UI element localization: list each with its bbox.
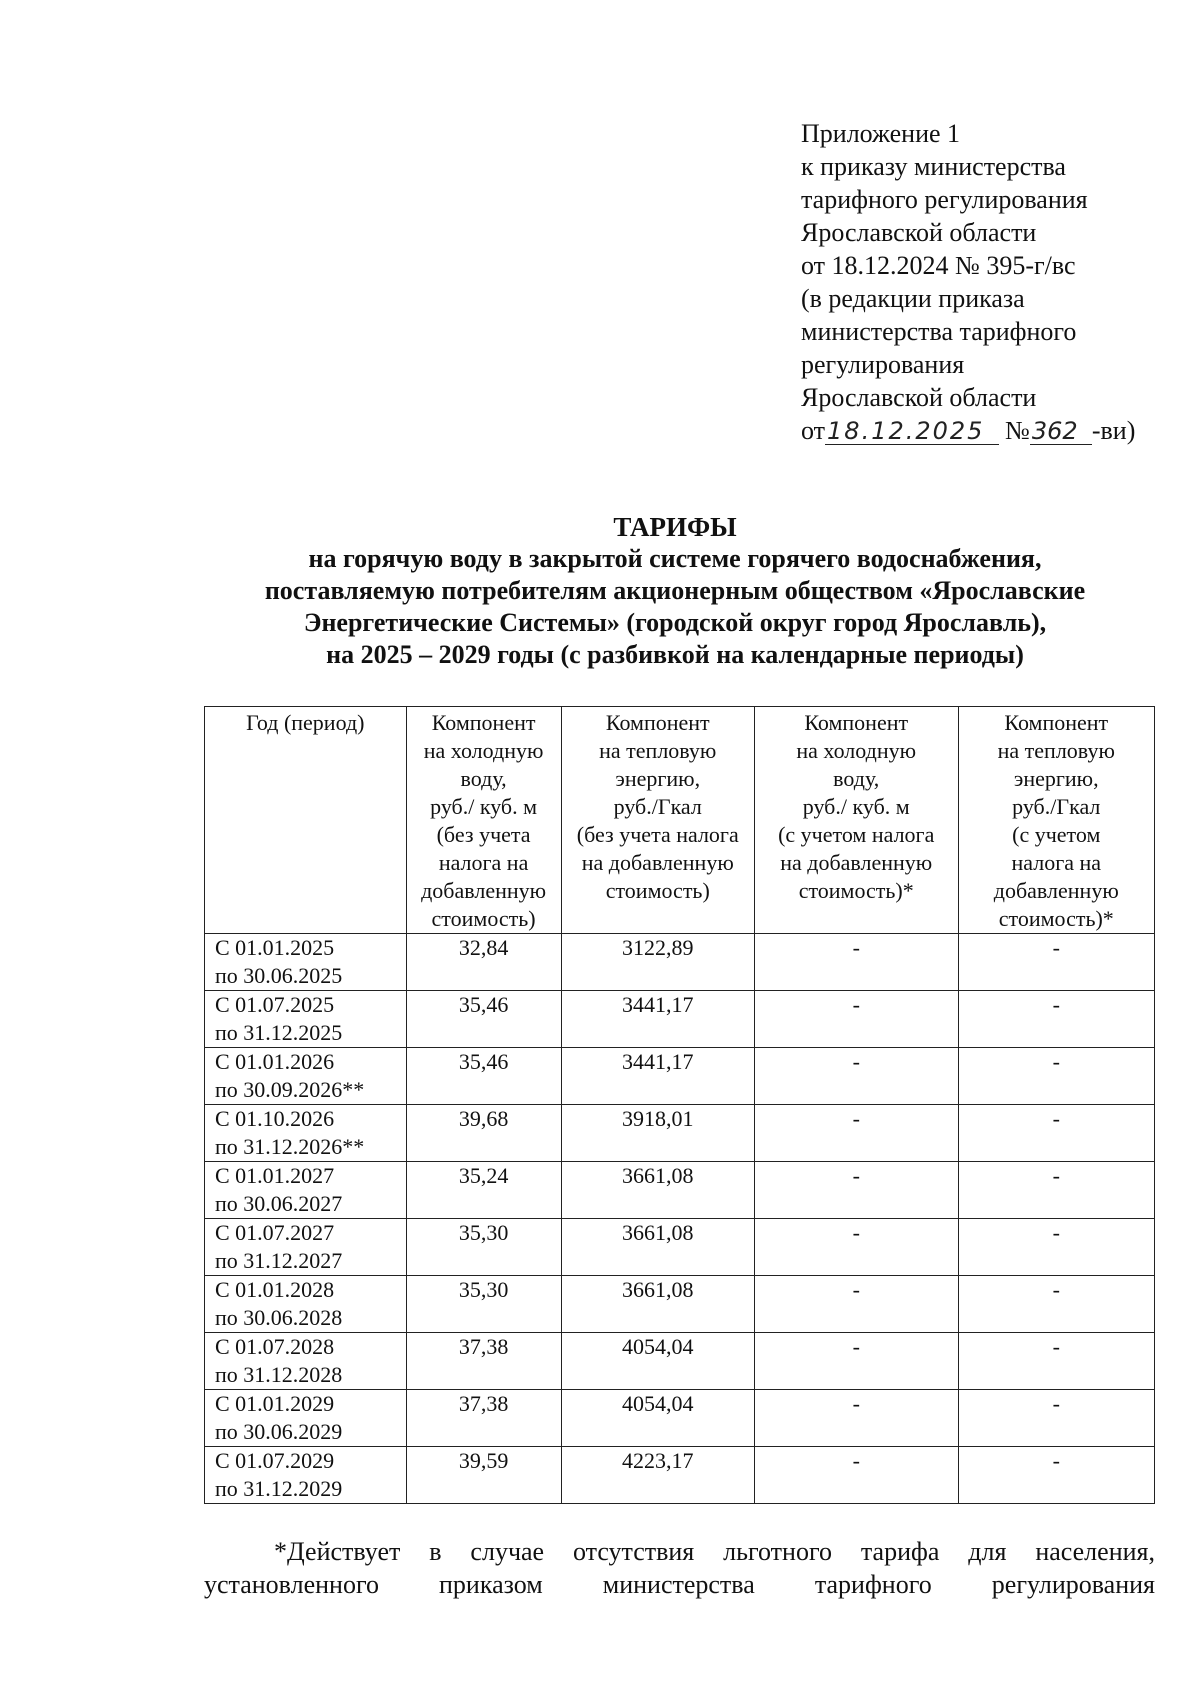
column-header-line: воду, bbox=[460, 766, 507, 791]
period-cell bbox=[205, 934, 407, 991]
heat-energy-vat-cell: - bbox=[958, 1447, 1154, 1504]
document-title bbox=[150, 511, 1200, 671]
column-header-line: стоимость)* bbox=[798, 878, 914, 903]
column-header bbox=[754, 707, 958, 934]
period-from: С 01.10.2026 bbox=[215, 1106, 335, 1131]
appendix-prefix: от bbox=[801, 416, 826, 445]
period-cell bbox=[205, 1162, 407, 1219]
table-header-row bbox=[205, 707, 1155, 934]
title-line: на горячую воду в закрытой системе горячего водоснабжения, bbox=[308, 544, 1042, 573]
table-row bbox=[205, 1105, 1155, 1162]
heat-energy-cell: 4054,04 bbox=[561, 1333, 754, 1390]
appendix-line: к приказу министерства bbox=[801, 152, 1066, 181]
cold-water-cell: 39,59 bbox=[406, 1447, 561, 1504]
period-from: С 01.01.2026 bbox=[215, 1049, 335, 1074]
cold-water-cell: 32,84 bbox=[406, 934, 561, 991]
table-row bbox=[205, 1048, 1155, 1105]
handwritten-date: 18.12.2025 bbox=[825, 418, 999, 445]
heat-energy-vat-cell: - bbox=[958, 1162, 1154, 1219]
period-cell bbox=[205, 1390, 407, 1447]
column-header-line: на холодную bbox=[796, 738, 917, 763]
period-from: С 01.01.2027 bbox=[215, 1163, 335, 1188]
cold-water-vat-cell: - bbox=[754, 1105, 958, 1162]
column-header-line: на добавленную bbox=[780, 850, 933, 875]
number-sign: № bbox=[1005, 416, 1030, 445]
title-line: Энергетические Системы» (городской округ город Ярославль), bbox=[303, 608, 1047, 637]
column-header-line: стоимость) bbox=[605, 878, 710, 903]
period-to: по 30.06.2029 bbox=[215, 1419, 343, 1444]
cold-water-cell: 37,38 bbox=[406, 1333, 561, 1390]
period-from: С 01.01.2025 bbox=[215, 935, 335, 960]
table-row bbox=[205, 1333, 1155, 1390]
column-header-line: налога на bbox=[438, 850, 529, 875]
tariffs-table bbox=[204, 706, 1155, 1504]
column-header-line: добавленную bbox=[993, 878, 1119, 903]
appendix-line: Ярославской области bbox=[801, 383, 1037, 412]
column-header-line: Год (период) bbox=[246, 710, 365, 735]
period-to: по 30.09.2026** bbox=[215, 1077, 365, 1102]
column-header-line: Компонент bbox=[804, 710, 909, 735]
period-from: С 01.01.2028 bbox=[215, 1277, 335, 1302]
column-header-line: на тепловую bbox=[599, 738, 717, 763]
heat-energy-vat-cell: - bbox=[958, 1276, 1154, 1333]
column-header bbox=[958, 707, 1154, 934]
column-header-line: стоимость) bbox=[431, 906, 536, 931]
appendix-block bbox=[801, 117, 1181, 447]
heat-energy-cell: 4054,04 bbox=[561, 1390, 754, 1447]
period-to: по 30.06.2025 bbox=[215, 963, 343, 988]
heat-energy-cell: 3661,08 bbox=[561, 1219, 754, 1276]
column-header-line: Компонент bbox=[431, 710, 536, 735]
footnote-line-1: *Действует в случае отсутствия льготного тарифа для населения, bbox=[274, 1537, 1155, 1566]
column-header-line: руб./Гкал bbox=[1012, 794, 1101, 819]
column-header-line: (с учетом налога bbox=[778, 822, 935, 847]
table-row bbox=[205, 1276, 1155, 1333]
heat-energy-vat-cell: - bbox=[958, 1048, 1154, 1105]
heat-energy-vat-cell: - bbox=[958, 1219, 1154, 1276]
period-cell bbox=[205, 1333, 407, 1390]
footnote bbox=[204, 1535, 1155, 1601]
cold-water-vat-cell: - bbox=[754, 1276, 958, 1333]
heat-energy-cell: 3441,17 bbox=[561, 1048, 754, 1105]
period-to: по 31.12.2026** bbox=[215, 1134, 365, 1159]
column-header-line: на холодную bbox=[423, 738, 544, 763]
period-from: С 01.07.2029 bbox=[215, 1448, 335, 1473]
appendix-suffix: -ви) bbox=[1091, 416, 1136, 445]
title-line: на 2025 – 2029 годы (с разбивкой на календарные периоды) bbox=[326, 640, 1024, 669]
period-from: С 01.07.2027 bbox=[215, 1220, 335, 1245]
cold-water-cell: 37,38 bbox=[406, 1390, 561, 1447]
heat-energy-cell: 3441,17 bbox=[561, 991, 754, 1048]
period-cell bbox=[205, 1105, 407, 1162]
cold-water-cell: 35,30 bbox=[406, 1276, 561, 1333]
table-row bbox=[205, 991, 1155, 1048]
heat-energy-vat-cell: - bbox=[958, 1333, 1154, 1390]
column-header-line: стоимость)* bbox=[998, 906, 1114, 931]
column-header-line: налога на bbox=[1011, 850, 1102, 875]
column-header-line: воду, bbox=[833, 766, 880, 791]
heat-energy-cell: 3918,01 bbox=[561, 1105, 754, 1162]
heat-energy-vat-cell: - bbox=[958, 1390, 1154, 1447]
cold-water-vat-cell: - bbox=[754, 1219, 958, 1276]
appendix-line: от 18.12.2024 № 395-г/вс bbox=[801, 251, 1076, 280]
column-header-line: руб./Гкал bbox=[613, 794, 702, 819]
cold-water-vat-cell: - bbox=[754, 934, 958, 991]
heat-energy-cell: 3661,08 bbox=[561, 1162, 754, 1219]
column-header-line: на добавленную bbox=[581, 850, 734, 875]
appendix-line: Приложение 1 bbox=[801, 119, 961, 148]
heat-energy-cell: 3122,89 bbox=[561, 934, 754, 991]
column-header-line: (с учетом bbox=[1012, 822, 1101, 847]
period-cell bbox=[205, 1276, 407, 1333]
heat-energy-vat-cell: - bbox=[958, 934, 1154, 991]
heat-energy-cell: 4223,17 bbox=[561, 1447, 754, 1504]
title-heading: ТАРИФЫ bbox=[613, 512, 737, 542]
table-row bbox=[205, 1447, 1155, 1504]
period-to: по 30.06.2028 bbox=[215, 1305, 343, 1330]
column-header-line: Компонент bbox=[1004, 710, 1109, 735]
column-header-line: добавленную bbox=[421, 878, 547, 903]
period-from: С 01.07.2025 bbox=[215, 992, 335, 1017]
cold-water-cell: 35,46 bbox=[406, 1048, 561, 1105]
table-row bbox=[205, 1390, 1155, 1447]
period-to: по 31.12.2027 bbox=[215, 1248, 343, 1273]
cold-water-cell: 39,68 bbox=[406, 1105, 561, 1162]
cold-water-cell: 35,24 bbox=[406, 1162, 561, 1219]
heat-energy-cell: 3661,08 bbox=[561, 1276, 754, 1333]
period-cell bbox=[205, 1219, 407, 1276]
cold-water-vat-cell: - bbox=[754, 1447, 958, 1504]
appendix-signature-line bbox=[801, 414, 1181, 447]
appendix-line: тарифного регулирования bbox=[801, 185, 1088, 214]
cold-water-vat-cell: - bbox=[754, 1333, 958, 1390]
column-header-line: на тепловую bbox=[997, 738, 1115, 763]
period-cell bbox=[205, 1447, 407, 1504]
column-header-line: (без учета налога bbox=[576, 822, 739, 847]
appendix-line: Ярославской области bbox=[801, 218, 1037, 247]
period-from: С 01.07.2028 bbox=[215, 1334, 335, 1359]
period-to: по 30.06.2027 bbox=[215, 1191, 343, 1216]
appendix-line: регулирования bbox=[801, 350, 965, 379]
footnote-line-2: установленного приказом министерства тарифного регулирования bbox=[204, 1570, 1155, 1599]
table-row bbox=[205, 1162, 1155, 1219]
period-to: по 31.12.2029 bbox=[215, 1476, 343, 1501]
handwritten-number: 362 bbox=[1030, 418, 1092, 445]
heat-energy-vat-cell: - bbox=[958, 1105, 1154, 1162]
period-to: по 31.12.2025 bbox=[215, 1020, 343, 1045]
column-header-line: Компонент bbox=[605, 710, 710, 735]
column-header-line: (без учета bbox=[436, 822, 531, 847]
column-header-line: энергию, bbox=[1013, 766, 1099, 791]
table-row bbox=[205, 1219, 1155, 1276]
column-header-line: руб./ куб. м bbox=[802, 794, 910, 819]
column-header bbox=[561, 707, 754, 934]
table-row bbox=[205, 934, 1155, 991]
heat-energy-vat-cell: - bbox=[958, 991, 1154, 1048]
appendix-line: министерства тарифного bbox=[801, 317, 1077, 346]
period-to: по 31.12.2028 bbox=[215, 1362, 343, 1387]
appendix-line: (в редакции приказа bbox=[801, 284, 1025, 313]
period-cell bbox=[205, 1048, 407, 1105]
title-line: поставляемую потребителям акционерным обществом «Ярославские bbox=[264, 576, 1086, 605]
period-from: С 01.01.2029 bbox=[215, 1391, 335, 1416]
period-cell bbox=[205, 991, 407, 1048]
cold-water-vat-cell: - bbox=[754, 1048, 958, 1105]
cold-water-cell: 35,30 bbox=[406, 1219, 561, 1276]
cold-water-cell: 35,46 bbox=[406, 991, 561, 1048]
column-header bbox=[406, 707, 561, 934]
cold-water-vat-cell: - bbox=[754, 1162, 958, 1219]
column-header bbox=[205, 707, 407, 934]
cold-water-vat-cell: - bbox=[754, 991, 958, 1048]
column-header-line: энергию, bbox=[615, 766, 701, 791]
cold-water-vat-cell: - bbox=[754, 1390, 958, 1447]
column-header-line: руб./ куб. м bbox=[430, 794, 538, 819]
